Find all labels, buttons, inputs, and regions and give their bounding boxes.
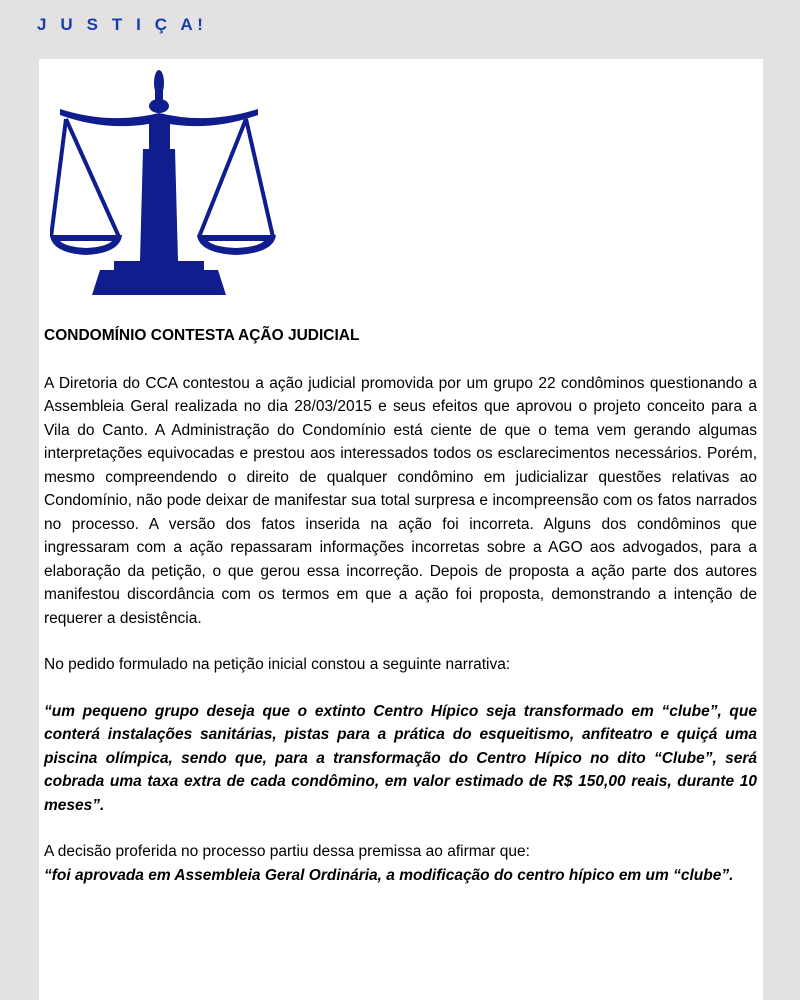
article-card [39,59,763,1000]
section-title: J U S T I Ç A! [37,15,208,34]
article-body [44,324,757,887]
article-paragraph: A Diretoria do CCA contestou a ação judicial promovida por um grupo 22 condôminos questionando a Assembleia Geral realizada no dia 28/03/2015 e seus efeitos que aprovou o projeto conceito para a Vila do Canto. A Administração do Condomínio está ciente de que o tema vem gerando algumas interpretações equivocadas e prestou aos interessados todos os esclarecimentos necessários. Porém, mesmo compreendendo o direito de qualquer condômino em judicializar questões relativas ao Condomínio, não pode deixar de manifestar sua total surpresa e incompreensão com os fatos narrados no processo. A versão dos fatos inserida na ação foi incorreta. Alguns dos condôminos que ingressaram com a ação repassaram informações incorretas sobre a AGO aos advogados, para a elaboração da petição, o que gerou essa incorreção. Depois de proposta a ação parte dos autores manifestou discordância com os termos em que a ação foi proposta, demonstrando a intenção de requerer a desistência. [44,374,757,627]
article-quote: “foi aprovada em Assembleia Geral Ordinária, a modificação do centro hípico em um “clube”. [44,866,734,884]
article-quote: “um pequeno grupo deseja que o extinto Centro Hípico seja transformado em “clube”, que conterá instalações sanitárias, pistas para a prática do esqueitismo, anfiteatro e quiçá uma piscina olímpica, sendo que, para a transformação do Centro Hípico no dito “Clube”, será cobrada uma taxa extra de cada condômino, em valor estimado de R$ 150,00 reais, durante 10 meses”. [44,702,757,814]
article-paragraph: No pedido formulado na petição inicial constou a seguinte narrativa: [44,656,511,673]
article-paragraph: A decisão proferida no processo partiu dessa premissa ao afirmar que: [44,843,530,860]
article-headline: CONDOMÍNIO CONTESTA AÇÃO JUDICIAL [44,327,360,344]
scales-of-justice-icon [50,69,296,295]
